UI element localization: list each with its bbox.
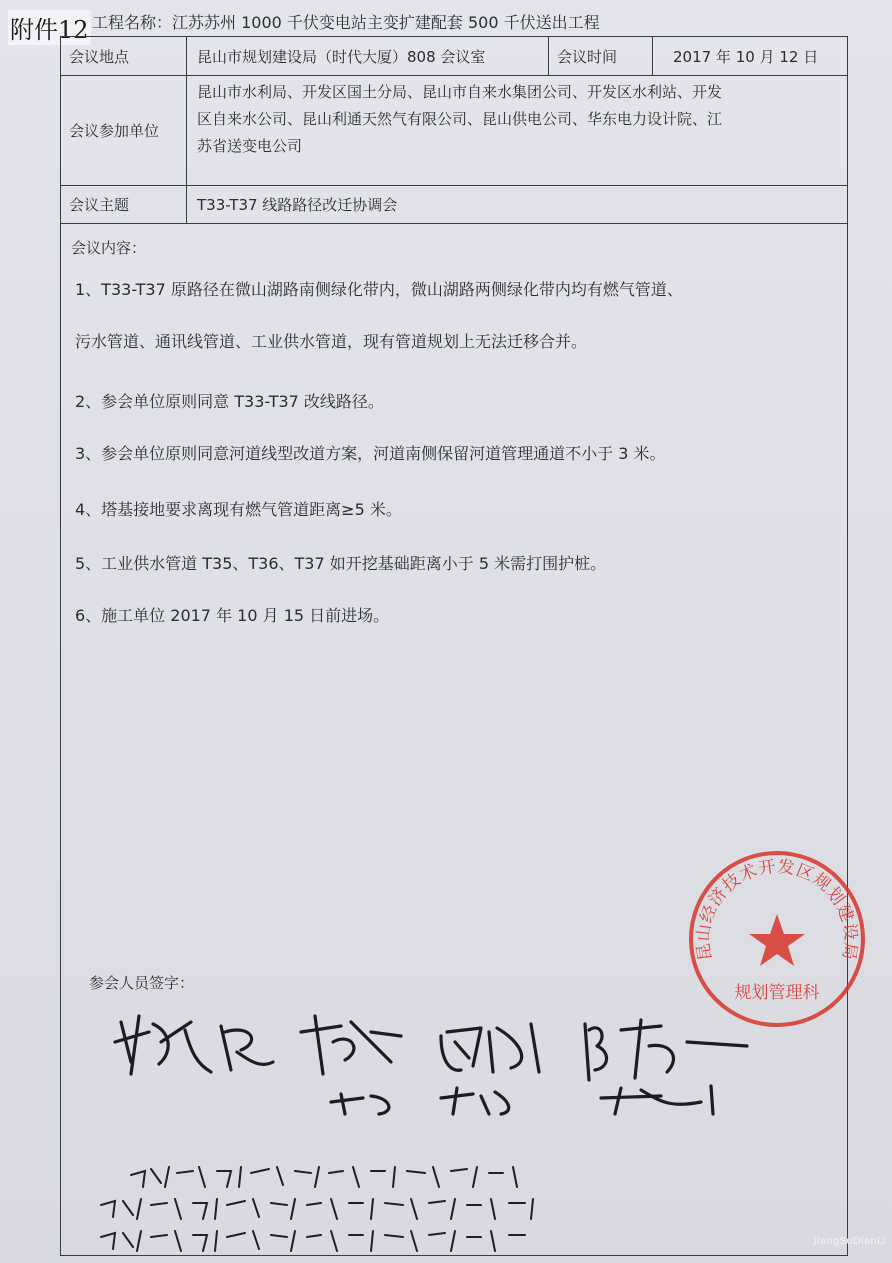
participants-row bbox=[61, 75, 847, 186]
content-item: 5、工业供水管道 T35、T36、T37 如开挖基础距离小于 5 米需打围护桩。 bbox=[75, 554, 607, 573]
content-item: 4、塔基接地要求离现有燃气管道距离≥5 米。 bbox=[75, 500, 402, 519]
participants-label: 会议参加单位 bbox=[61, 75, 187, 185]
handwritten-signatures bbox=[101, 1002, 751, 1117]
content-item: 3、参会单位原则同意河道线型改道方案，河道南侧保留河道管理通道不小于 3 米。 bbox=[75, 444, 666, 463]
content-item: 1、T33-T37 原路径在微山湖路南侧绿化带内，微山湖路两侧绿化带内均有燃气管道、 bbox=[75, 280, 683, 299]
topic-value: T33-T37 线路路径改迁协调会 bbox=[197, 195, 398, 214]
stamp-star-icon bbox=[749, 914, 805, 966]
meeting-time-label: 会议时间 bbox=[549, 37, 653, 75]
participants-line: 苏省送变电公司 bbox=[197, 137, 303, 155]
content-label: 会议内容： bbox=[71, 239, 147, 257]
meeting-place-row bbox=[61, 37, 847, 76]
participants-line: 区自来水公司、昆山利通天然气有限公司、昆山供电公司、华东电力设计院、江 bbox=[197, 110, 723, 128]
handwritten-note-strokes bbox=[81, 1157, 581, 1257]
participants-value bbox=[187, 75, 847, 185]
project-name: 工程名称：江苏苏州 1000 千伏变电站主变扩建配套 500 千伏送出工程 bbox=[92, 13, 600, 32]
topic-row bbox=[61, 185, 847, 224]
signature-label: 参会人员签字： bbox=[89, 974, 195, 992]
content-item: 6、施工单位 2017 年 10 月 15 日前进场。 bbox=[75, 606, 390, 625]
topic-label: 会议主题 bbox=[61, 185, 187, 223]
stamp-ring-text: 昆山经济技术开发区规划建设局 bbox=[693, 856, 861, 962]
meeting-time-value: 2017 年 10 月 12 日 bbox=[673, 47, 819, 66]
stamp-bottom-text: 规划管理科 bbox=[734, 983, 820, 1003]
content-item: 污水管道、通讯线管道、工业供水管道，现有管道规划上无法迁移合并。 bbox=[75, 332, 588, 351]
meeting-minutes-table bbox=[60, 36, 848, 1256]
official-seal bbox=[684, 846, 870, 1032]
meeting-place-value: 昆山市规划建设局（时代大厦）808 会议室 bbox=[187, 37, 549, 75]
meeting-place-label: 会议地点 bbox=[61, 37, 187, 75]
attachment-label: 附件12 bbox=[8, 10, 91, 45]
watermark: JiangSuDianLi bbox=[813, 1236, 886, 1247]
content-item: 2、参会单位原则同意 T33-T37 改线路径。 bbox=[75, 392, 384, 411]
participants-line: 昆山市水利局、开发区国土分局、昆山市自来水集团公司、开发区水利站、开发 bbox=[197, 83, 723, 101]
